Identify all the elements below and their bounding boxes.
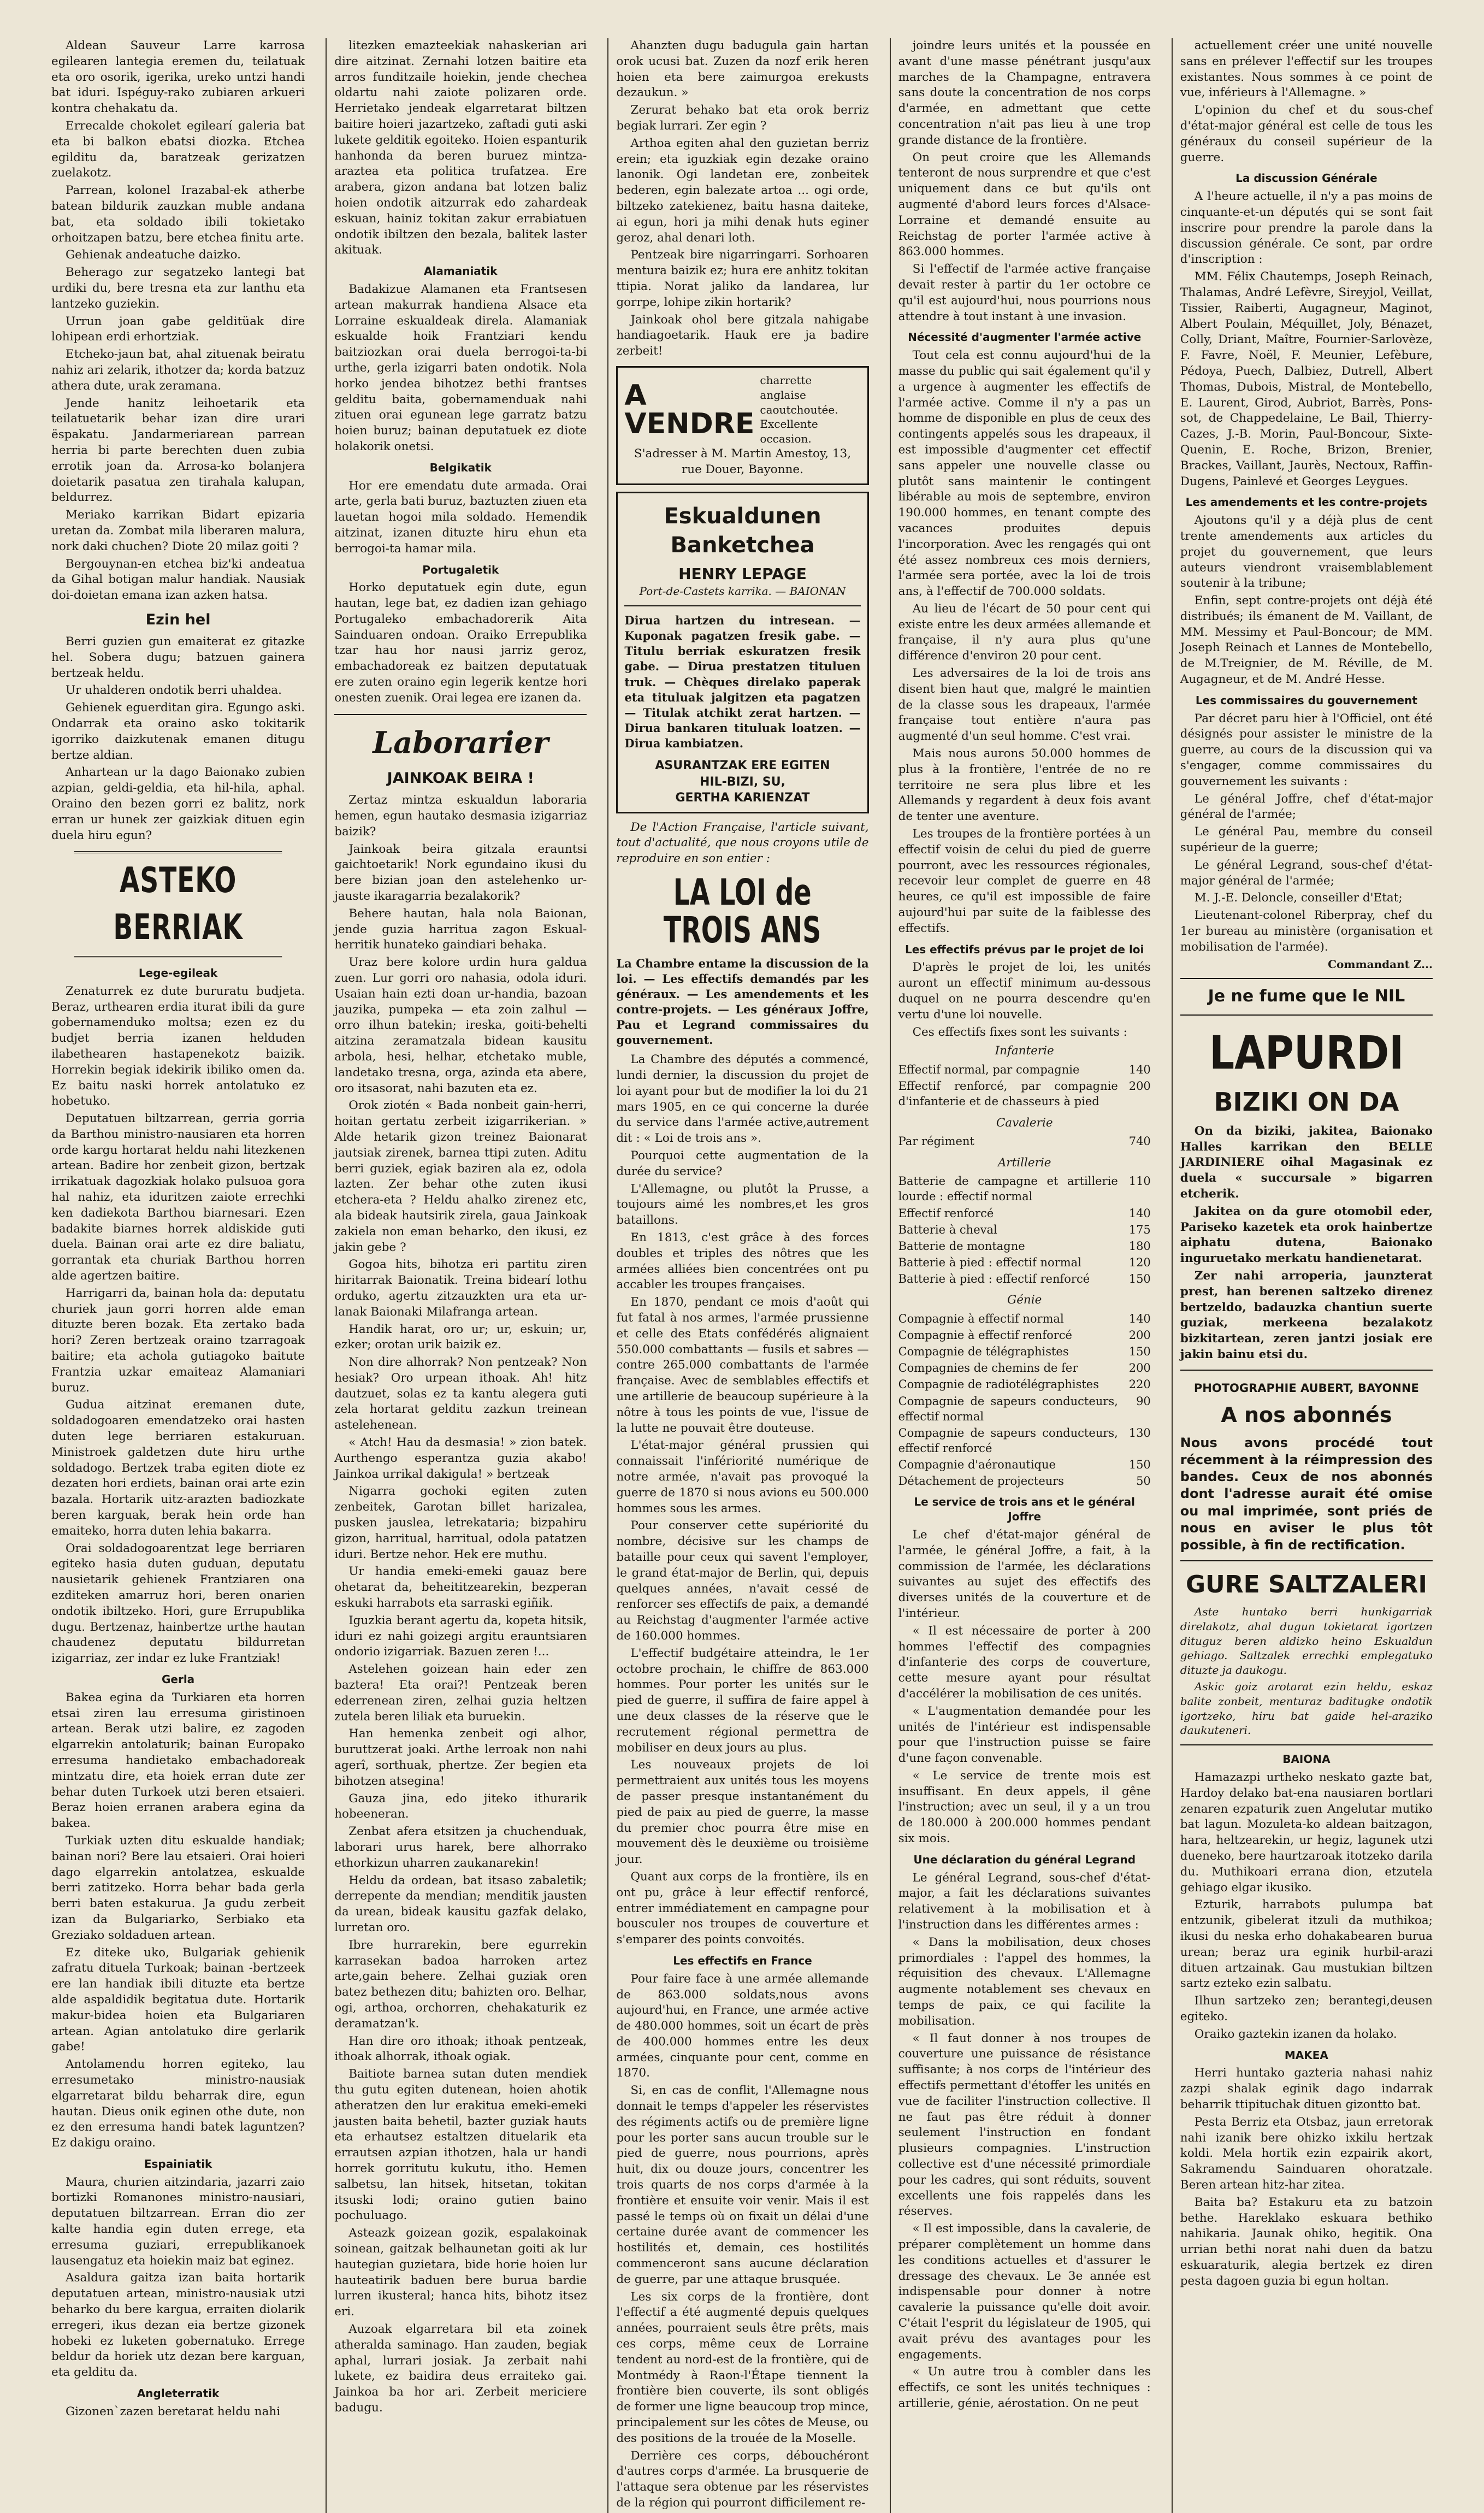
table-cell-label: Compagnie d'aéronautique <box>898 1458 1056 1472</box>
legrand-paragraph: Le général Legrand, sous-chef d'état-major, a fait les déclarations suivantes relativement à la mobilisation et à l'instruction dans les différentes armes : <box>898 1871 1151 1932</box>
table-cell-label: Batterie à pied : effectif renforcé <box>898 1272 1090 1286</box>
lapurdi-heading: LAPURDI <box>1209 1025 1404 1079</box>
baiona-paragraph: Ilhun sartzeko zen; berantegi,deusen egiteko. <box>1180 1994 1433 2024</box>
amendements-paragraph: Ajoutons qu'il y a déjà plus de cent trente amendements aux articles du projet du gouvernement, que leurs auteurs viendront vraisemblablement soutenir à la tribune; <box>1180 514 1433 591</box>
necessite-paragraph: Les troupes de la frontière portées à un effectif voisin de celui du pied de guerre pourront, avec les ressources régionales, recevoir leur complet de guerre en 48 heures, ce qu'il est impossible de faire aujourd'hui par suite de la faiblesse des effectifs. <box>898 827 1151 935</box>
necessite-paragraph: Tout cela est connu aujourd'hui de la masse du public qui sait également qu'il y a urgence à augmenter les effectifs de l'armée active. Comme il n'y a pas un homme de disponible en plus de ceux des contingents appelés sous les drapeaux, il est impossible d'augmenter cet effectif sans appeler une nouvelle classe ou plutôt sans maintenir le contingent libérable au mois de septembre, environ 190.000 hommes, en tenant compte des vacances produites depuis l'incorporation. Avec les rengagés qui ont été assez nombreux ces mois derniers, l'armée sera portée, avec la loi de trois ans, à l'effectif de 700.000 soldats. <box>898 349 1151 599</box>
bank-services: Dirua hartzen du intresean. — Kuponak pagatzen fresik gabe. — Titulu berriak eskuratzen fresik gabe. — Dirua prestatzen tituluen truk. — Chèques direlako paperak eta tituluak jalgitzen eta pagatzen — Titulak atchikt zerat hartzen. — Dirua bankaren tituluak loatzen. — Dirua kambiatzen. <box>624 613 861 751</box>
legrand-paragraph: « Un autre trou à combler dans les effectifs, ce sont les unités techniques : artillerie, génie, aérostation. On ne peut <box>898 2365 1151 2410</box>
table-cell-label: Batterie à cheval <box>898 1223 997 1236</box>
necessite-paragraph: Les adversaires de la loi de trois ans disent bien haut que, malgré le maintien de la classe sous les drapeaux, l'armée française tout entière n'aura pas augmenté d'un seul homme. C'est vrai. <box>898 666 1151 744</box>
table-row <box>898 1061 1151 1078</box>
article-paragraph: Jende hanitz leihoetarik eta teilatuetarik behar izan dire urari ëspakatu. Jandarmeriarean parrean herria bi parte berechten duen zubia errotik joan da. Arrosa-ko bolanjera doietarik pasatua zen tirahala kalupan, beldurrez. <box>51 396 305 505</box>
table-row <box>898 1311 1151 1327</box>
a-vendre-item: charrette anglaise caoutchoutée. Excellente occasion. <box>760 373 838 446</box>
article-paragraph: Meriako karrikan Bidart epizaria uretan da. Zombat mila liberaren malura, nork daki chuchen? Diote 20 milaz goiti ? <box>51 508 305 553</box>
baiona-paragraph: Oraiko gaztekin izanen da holako. <box>1194 2027 1397 2041</box>
table-cell-label: Compagnie de sapeurs conducteurs, effectif renforcé <box>898 1426 1118 1455</box>
baiona-paragraph: Ezturik, harrabots pulumpa bat entzunik, gibelerat itzuli da muthikoa; ikusi du neska erho dohakabearen burua urean; beraz ura eginik hurbil-arazi dituen artzainak. Gau mustukian biltzen sartz ezteko ezin salbatu. <box>1180 1898 1433 1991</box>
table-cell-value: 740 <box>1128 1135 1151 1148</box>
effectifs-table-group <box>898 1061 1151 1110</box>
lapurdi-paragraph: On da biziki, jakitea, Baionako Halles karrikan den BELLE JARDINIERE oihal Magasinak ez duela « succursale » bigarren etcherik. <box>1180 1124 1433 1201</box>
effectifs-prevus-paragraph: Ces effectifs fixes sont les suivants : <box>912 1025 1127 1039</box>
loi-paragraph: Les nouveaux projets de loi permettraient aux unités tous les moyens de passer presque instantanément du pied de paix au pied de guerre, la masse du premier choc pourra être mise en mouvement dès le deuxième ou troisième jour. <box>616 1758 869 1867</box>
jainkoak-paragraph: Handik harat, oro ur; ur, eskuin; ur, ezker; orotan urik baizik ez. <box>334 1322 587 1352</box>
jainkoak-paragraph: Ur handia emeki-emeki gauaz bere ohetarat da, beheititzearekin, bezperan eskuki harrabots eta sarraski egiñik. <box>334 1565 587 1611</box>
table-cell-label: Batterie à pied : effectif normal <box>898 1255 1081 1269</box>
legrand-heading: Une déclaration du général Legrand <box>913 1853 1136 1866</box>
lege-egileak-paragraph: Deputatuen biltzarrean, gerria gorria da Barthou ministro-nausiaren eta horren orde kargu hortarat heldu nahi litezkenen artean. Badire hor zenbeit gizon, bertzak irrikatuak dagozkiak holako pulsuoa gora hal nahiz, eta iduritzen zaiote errechki ken dadiekota Barthou biarnesari. Ezen badakite biarnes horrek aldiskide guti duela. Bainan orai arte ez dire baliatu, gorrantak eta churiak Barthou horren alde agertzen baitire. <box>51 1112 305 1283</box>
table-row <box>898 1425 1151 1456</box>
column-2 <box>326 38 594 2513</box>
nil-ad: Je ne fume que le NIL <box>1208 987 1405 1006</box>
table-cell-value: 90 <box>1136 1394 1151 1408</box>
lege-egileak-paragraph: Zenaturrek ez dute bururatu budjeta. Beraz, urthearen erdia iturat ibili da gure gobernamenduko moltsa; ezen ez du budjet berria izanen helduden ilabethearen hastapenekotz baizik. Horrekin begiak idekirik ibiliko omen da. Ez baitu naski horrek antolatuko ez hobetuko. <box>51 984 305 1108</box>
loi-paragraph: Pour conserver cette supériorité du nombre, décisive sur les champs de bataille pour ceux qui savent l'employer, le grand état-major de Berlin, qui, depuis quelques années, n'avait cessé de renforcer ses effectifs de paix, a demandé au Reichstag d'augmenter l'armée active de 160.000 hommes. <box>616 1519 869 1643</box>
service-paragraph: Le chef d'état-major général de l'armée, le général Joffre, a fait, à la commission de l'armée, les déclarations suivantes au sujet des effectifs des diverses unités de la couverture et de l'intérieur. <box>898 1527 1151 1620</box>
bank-insurance: ASURANTZAK ERE EGITEN HIL-BIZI, SU, GERTHA KARIENZAT <box>655 759 830 805</box>
service-paragraph: « Il est nécessaire de porter à 200 hommes l'effectif des compagnies d'infanterie des corps de couverture, cette mesure ayant pour résultat d'accélérer la mobilisation de ces unités. <box>898 1624 1151 1701</box>
table-row <box>898 1376 1151 1393</box>
service-paragraph: « Le service de trente mois est insuffisant. En deux appels, il gêne l'instruction; avec un seul, il y a un trou de 180.000 à 200.000 hommes pendant six mois. <box>898 1768 1151 1846</box>
jainkoak-paragraph: Orok ziotén « Bada nonbeit gain-herri, hoitan gertatu zerbeit izigarrikerian. » Alde hetarik gizon treinez Baionarat jautsiak zirenek, barnea ttipi zuten. Aditu berri guziek, egiak baziren ala ez, odola lazten. Zer behar othe zuten ikusi etchera-eta ? Heldu ahalko zirenez etc, ala bideak hautsirik zirela, gaua Jainkoak zakiela non eman beharko, den ikusi, ez jakin gebe ? <box>334 1099 587 1254</box>
legrand-paragraph: « Dans la mobilisation, deux choses primordiales : l'appel des hommes, la réquisition des chevaux. L'Allemagne augmente notablement ses chevaux en temps de paix, ce qui facilite la mobilisation. <box>898 1935 1151 2028</box>
table-row <box>898 1205 1151 1222</box>
biziki-on-da-heading: BIZIKI ON DA <box>1214 1087 1399 1117</box>
necessite-heading: Nécessité d'augmenter l'armée active <box>908 331 1142 344</box>
angleterratik-heading: Angleterratik <box>137 2387 220 2400</box>
effectifs-france-heading: Les effectifs en France <box>673 1954 812 1967</box>
effectifs-table-group <box>898 1311 1151 1489</box>
discussion-paragraph: MM. Félix Chautemps, Joseph Reinach, Thalamas, André Lefèvre, Sireyjol, Veillat, Tissier, Raiberti, Augagneur, Maginot, Albert Poulain, Méquillet, Joly, Bénazet, Colly, Driant, Maître, Fournier-Sarlovèze, F. Favre, Noël, F. Meunier, Lefèbure, Pédoya, Puech, Dalbiez, Dutrell, Albert Thomas, Dubois, Mistral, de Montebello, E. Laurent, Girod, Aubriot, Barrès, Pons-sot, de Chappedelaine, Le Bail, Thierry-Cazes, J.-B. Morin, Paul-Boncour, Sixte-Quenin, E. Roche, Brizon, Brenier, Brackes, Vaillant, Jaurès, Nectoux, Raffin-Dugens, Painlevé et Georges Leygues. <box>1180 270 1433 488</box>
table-group-heading: Infanterie <box>995 1044 1054 1058</box>
table-cell-value: 200 <box>1128 1329 1151 1342</box>
article-paragraph: Urrun joan gabe gelditüak dire lohipean erdi erhortziak. <box>51 314 305 344</box>
jainkoak-paragraph: Baitiote barnea sutan duten mendiek thu gutu egiten dutenean, hoien ahotik atheratzen den lur erakitua emeki-emeki jausten baita behetil, bazter guziak hauts eta erhautsez estaltzen dituelarik eta errautsen azpian ithotzen, hala ur handi horrek gorritutu kukutu, itho. Hemen salbetsu, lan hitsek, hitsetan, tokitan itsuski lodi; oraino gutien baino pochuluago. <box>334 2067 587 2223</box>
table-cell-value: 50 <box>1136 1474 1151 1488</box>
effectifs-table-group <box>898 1173 1151 1287</box>
table-cell-label: Effectif renforcé <box>898 1206 994 1220</box>
commissaires-paragraph: M. J.-E. Deloncle, conseiller d'Etat; <box>1194 891 1403 905</box>
amendements-heading: Les amendements et les contre-projets <box>1185 495 1428 509</box>
article-paragraph: Gehienak andeatuche daizko. <box>66 248 241 262</box>
service-paragraph: « L'augmentation demandée pour les unités de l'intérieur est indispensable pour que l'instruction puisse se faire d'une façon convenable. <box>898 1704 1151 1766</box>
article-paragraph: litezken emazteekiak nahaskerian ari dire aitzinat. Zernahi lotzen baitire eta arros funditzaile hoiekin, jende chechea oldartu nahi zaiote polizaren orde. Herrietako jendeak elgarretarat biltzen baitire hoieri jazartzeko, zaftadi guti aski lukete gelditik egoiteko. Hoien espanturik hanhonda da beren buruez mintza-araztea eta politica trufatzea. Ere arabera, gizon andana bat lotzen baliz hoien ondotik aitzurrak edo zahardeak eskuan, hainiz tokitan zakur errabiatuen ondotik ibiltzen den bezala, balitek laster akituak. <box>334 39 587 257</box>
portugaletik-heading: Portugaletik <box>422 563 499 576</box>
jainkoak-paragraph: Gogoa hits, bihotza eri partitu ziren hiritarrak Baionatik. Treina bidearí lothu orduko, agertu zitzauzkten ura eta ur-lanak Baionaki Milafranga artean. <box>334 1258 587 1319</box>
jainkoak-paragraph: Zertaz mintza eskualdun laboraria hemen, egun hautako desmasia izigarriaz baizik? <box>334 793 587 839</box>
a-vendre-heading: A VENDRE <box>624 379 755 440</box>
table-cell-value: 140 <box>1128 1206 1151 1220</box>
column-3 <box>607 38 876 2513</box>
bank-address: Port-de-Castets karrika. — BAIONAN <box>639 585 846 598</box>
loi-paragraph: Pourquoi cette augmentation de la durée du service? <box>616 1149 869 1178</box>
alamaniatik-heading: Alamaniatik <box>424 264 498 278</box>
article-paragraph: On peut croire que les Allemands tenteront de nous surprendre et que c'est uniquement dans ce but qu'ils ont augmenté d'abord leurs forces d'Alsace-Lorraine et demandé ensuite au Reichstag de porter l'armée active à 863.000 hommes. <box>898 150 1151 259</box>
necessite-paragraph: Au lieu de l'écart de 50 pour cent qui existe entre les deux armées allemande et française, il n'y aura plus qu'une différence d'environ 20 pour cent. <box>898 601 1151 663</box>
baiona-paragraph: Hamazazpi urtheko neskato gazte bat, Hardoy delako bat-ena nausiaren bortlari zenaren ezpaturik zuen Angelutar mutiko bat lagun. Mozuleta-ko aldean baitzagon, hara, heltzearekin, ur hegiz, lagunek utzi dueneko, bere haurtzaroak itotzeko darila du. Muthikoari errana dion, etzutela gehiago elgar ikusiko. <box>1180 1771 1433 1895</box>
makea-paragraph: Baita ba? Estakuru eta zu batzoin bethe. Hareklako eskuara bethiko nahikaria. Jaunak ohiko, hegitik. Ona urrian bethi norat nahi duen da batzu eskuaraturik, alegia bertzek ez diren pesta dagoen guzia bi egun holtan. <box>1180 2195 1433 2288</box>
service-joffre-heading: Le service de trois ans et le général Joffre <box>914 1495 1135 1524</box>
table-cell-label: Compagnie de télégraphistes <box>898 1345 1069 1359</box>
a-vendre-address: S'adresser à M. Martin Amestoy, 13, rue Douer, Bayonne. <box>634 446 852 476</box>
commissaires-heading: Les commissaires du gouvernement <box>1195 693 1417 707</box>
jainkoak-beira-heading: JAINKOAK BEIRA ! <box>387 770 534 787</box>
jainkoak-paragraph: Auzoak elgarretara bil eta zoinek atheralda saminago. Han zauden, begiak aphal, lurrari josiak. Ja zerbait nahi lukete, ez baidira deus erraiteko gai. Jainkoa ba hor ari. Zerbeit mericiere badugu. <box>334 2322 587 2415</box>
lege-egileak-paragraph: Harrigarri da, bainan hola da: deputatu churiek jaun gorri horren alde eman dituzte beren bozak. Eta zertako bada hori? Zeren bertzeak oraino tzarragoak baitire; eta achola gutiagoko baitute Frantzia uzkar emaiteaz Alamaniari buruz. <box>51 1286 305 1395</box>
article-paragraph: L'opinion du chef et du sous-chef d'état-major général est celle de tous les généraux du conseil supérieur de la guerre. <box>1180 103 1433 164</box>
a-vendre-ad <box>616 366 868 485</box>
loi-intro: De l'Action Française, l'article suivant, tout d'actualité, que nous croyons utile de reproduire en son entier : <box>616 820 869 866</box>
article-paragraph: Zerurat behako bat eta orok berriz begiak lurrari. Zer egin ? <box>616 103 869 133</box>
article-paragraph: Jainkoak ohol bere gitzala nahigabe handiagoetarik. Hauk ere ja badire zerbeit! <box>616 312 869 358</box>
signature: Commandant Z... <box>1328 957 1433 971</box>
bank-ad <box>616 492 868 813</box>
commissaires-paragraph: Par décret paru hier à l'Officiel, ont été désignés pour assister le ministre de la guerre, au cours de la discussion qui va s'engager, comme commissaires du gouvernement les suivants : <box>1180 711 1433 788</box>
jainkoak-paragraph: Nigarra gochoki egiten zuten zenbeitek, Garotan billet harizalea, pusken jauslea, letrekataria; bizpahiru gizon, harritual, harritual, odola patatzen iduri. Bertze nehor. Hek ere muthu. <box>334 1484 587 1561</box>
baiona-heading: BAIONA <box>1282 1753 1331 1766</box>
column-5 <box>1172 38 1440 2513</box>
column-1 <box>44 38 312 2513</box>
jainkoak-paragraph: Heldu da ordean, bat itsaso zabaletik; derrepente da mendian; menditik jausten da urean, bideak kausitu gazfak delako, lurretan oro. <box>334 1873 587 1934</box>
amendements-paragraph: Enfin, sept contre-projets ont déjà été distribués; ils émanent de M. Vaillant, de MM. Messimy et Paul-Boncour; de MM. Joseph Reinach et Lannes de Montebello, de M.Treignier, de M. Réville, de M. Augagneur, et de M. André Hesse. <box>1180 594 1433 687</box>
effectifs-france-paragraph: Pour faire face à une armée allemande de 863.000 soldats,nous avons aujourd'hui, en France, une armée active de 480.000 hommes, soit un écart de près de 400.000 hommes entre les deux armées, cinquante pour cent, comme en 1870. <box>616 1972 869 2080</box>
table-cell-label: Compagnie de radiotélégraphistes <box>898 1378 1099 1391</box>
table-cell-value: 220 <box>1128 1378 1151 1391</box>
table-cell-value: 140 <box>1128 1063 1151 1077</box>
loi-trois-ans-title: LA LOI de TROIS ANS <box>664 871 821 952</box>
jainkoak-paragraph: Jainkoak beira gitzala erauntsi gaichtoetarik! Nork egundaino ikusi du bere bizian joan den astelehenko ur-jauste ikaragarria bezalakorik? <box>334 842 587 903</box>
jainkoak-paragraph: Asteazk goizean gozik, espalakoinak soinean, gaitzak belhaunetan goiti ak lur hautegian guzietara, bide horie hoien lur hauteatirik baduen bere burua bardie lurren ikusteral; hanca hits, bihotz itsez eri. <box>334 2226 587 2319</box>
necessite-paragraph: Mais nous aurons 50.000 hommes de plus à la frontière, l'entrée de no re territoire ne sera plus libre et les Allemands y regardent à deux fois avant de tenter une aventure. <box>898 747 1151 824</box>
gure-saltzaleri-text: Aste huntako berri hunkigarriak direlakotz, ahal dugun tokietarat igortzen dituguz beren aldizko heino Eskualdun gehiago. Saltzalek errechki emplegatuko dituzte ja daukogu. <box>1180 1605 1433 1677</box>
loi-paragraph: L'effectif budgétaire atteindra, le 1er octobre prochain, le chiffre de 863.000 hommes. Pour porter les unités sur le pied de guerre, il suffira de faire appel à une deux classes de la réserve que le recrutement régional permettra de mobiliser en deux jours au plus. <box>616 1646 869 1755</box>
table-cell-value: 140 <box>1128 1312 1151 1325</box>
lapurdi-paragraph: Zer nahi arroperia, jaunzterat prest, han berenen saltzeko direnez bertzeldo, badauzka chantiun suerte guziak, merkeena bezalakotz bizkitartean, zeren jantzi josiak ere jakin bainu etsi du. <box>1180 1269 1433 1361</box>
table-cell-label: Batterie de campagne et artillerie lourde : effectif normal <box>898 1175 1118 1204</box>
article-paragraph: Beherago zur segatzeko lantegi bat urdiki du, bere tresna eta zur lanthu eta lantzeko guziekin. <box>51 266 305 311</box>
espainia-paragraph: Maura, churien aitzindaria, jazarri zaio bortizki Romanones ministro-nausiari, deputatuen biltzarrean. Erran dio zer kalte handia egin duten errege, eta erresuma guziari, errepublikanoek lausengatuz eta hoiekin maiz bat eginez. <box>51 2175 305 2268</box>
commissaires-paragraph: Le général Pau, membre du conseil supérieur de la guerre; <box>1180 825 1433 855</box>
table-cell-value: 200 <box>1128 1079 1151 1093</box>
belgika-paragraph: Hor ere emendatu dute armada. Orai arte, gerla bati buruz, baztuzten ziuen eta lauetan hogoi mila soldado. Hemendik aitzinat, izanen dituzte hiru ehun eta berrogoi-ta hamar mila. <box>334 479 587 556</box>
table-cell-label: Compagnies de chemins de fer <box>898 1361 1078 1375</box>
belgikatik-heading: Belgikatik <box>429 461 492 474</box>
jainkoak-paragraph: Zenbat afera etsitzen ja chuchenduak, laborari urus harek, bere alhorrako ethorkizun uharren zaukanarekin! <box>334 1825 587 1870</box>
effectifs-france-paragraph: Derrière ces corps, débouchéront d'autres corps d'armée. La brusquerie de l'attaque sera obtenue par les réservistes de la région qui pourront difficilement re- <box>616 2449 869 2510</box>
makea-heading: MAKEA <box>1284 2048 1328 2062</box>
jainkoak-paragraph: Han dire oro ithoak; ithoak pentzeak, ithoak alhorrak, ithoak ogiak. <box>334 2034 587 2064</box>
table-row <box>898 1456 1151 1473</box>
table-cell-value: 175 <box>1128 1223 1151 1236</box>
jainkoak-paragraph: « Atch! Hau da desmasia! » zion batek. Aurthengo esperantza guzia akabo! Jainkoa urrikal dakigula! » bertzeak <box>334 1436 587 1481</box>
article-paragraph: Bergouynan-en etchea biz'ki andeatua da Gihal botigan malur handiak. Nausiak doi-doietan emana izan azken hatsa. <box>51 557 305 603</box>
loi-paragraph: L'Allemagne, ou plutôt la Prusse, a toujours aimé les nombres,et les gros bataillons. <box>616 1182 869 1228</box>
table-cell-value: 150 <box>1128 1272 1151 1286</box>
portugal-paragraph: Horko deputatuek egin dute, egun hautan, lege bat, ez dadien izan gehiago Portugaleko embachadorerik Aita Sainduaren ondoan. Oraiko Errepublika tzar hau hor nausi jarriz geroz, embachadoreak ez baitzen deputatuak ere zuten oraino egin legerik kentze hori onesten zuenik. Orai legea ere izanen da. <box>334 581 587 705</box>
jainkoak-paragraph: Astelehen goizean hain eder zen baztera! Eta orai?! Pentzeak beren ederrenean ziren, zelhai guzia heltzen zutela beren liliak eta buruekin. <box>334 1662 587 1724</box>
table-cell-label: Compagnie à effectif normal <box>898 1312 1064 1325</box>
alamania-paragraph: Badakizue Alamanen eta Frantsesen artean makurrak handiena Alsace eta Lorraine eskualdeak direla. Alamaniak eskualde hoik Frantziari kendu baitziozkan orai duela berrogoi-ta-bi urthe, gerla izigarri baten ondotik. Nola horko jendea bihotzez bethi frantses gelditu baita, gobernamenduak nahi zituen orai egunean lege garratz batzu hoien buruz; bainan deputatuek ez diote holakorik onetsi. <box>334 282 587 453</box>
table-cell-label: Compagnie à effectif renforcé <box>898 1329 1072 1342</box>
table-cell-label: Effectif normal, par compagnie <box>898 1063 1080 1077</box>
commissaires-paragraph: Lieutenant-colonel Riberpray, chef du 1er bureau au ministère (organisation et mobilisation de l'armée). <box>1180 909 1433 954</box>
table-cell-label: Compagnie de sapeurs conducteurs, effectif normal <box>898 1394 1118 1423</box>
gerla-paragraph: Turkiak uzten ditu eskualde handiak; bainan nori? Bere lau etsaieri. Orai hoieri dago elgarrekin antolatzea, eskualde berri zatitzeko. Horra behar bada gerla berri baten estakurua. Ja gudu zerbeit izan da Bulgariarko, Serbiako eta Greziako soldaduen artean. <box>51 1833 305 1942</box>
gure-saltzaleri-text-2: Askic goiz arotarat ezin heldu, eskaz balite zonbeit, menturaz baditugke ondotik igortzeko, hiru bat gaide hel-araziko daukuteneri. <box>1180 1680 1433 1737</box>
loi-paragraph: En 1813, c'est grâce à des forces doubles et triples des nôtres que les armées alliées bien concentrées ont pu accabler les troupes françaises. <box>616 1231 869 1292</box>
article-paragraph: actuellement créer une unité nouvelle sans en prélever l'effectif sur les troupes existantes. Nous sommes à ce point de vue, inférieurs à l'Allemagne. » <box>1180 39 1433 100</box>
table-group-heading: Artillerie <box>997 1155 1051 1170</box>
article-paragraph: Arthoa egiten ahal den guzietan berriz erein; eta iguzkiak egin dezake oraino lanonik. Ogi landetan ere, zonbeitek bederen, egin balezate artoa ... ogi orde, biltzeko zatekienez, baitu hasna daiteke, ai egun, hori ja mihi denak huts eginer geroz, ahal denari loth. <box>616 136 869 245</box>
table-row <box>898 1133 1151 1149</box>
espainiatik-heading: Espainiatik <box>144 2157 212 2170</box>
lege-egileak-paragraph: Gudua aitzinat eremanen dute, soldadogoaren emendatzeko orai hasten duten lege berriaren estakuruan. Ministroek galdetzen dute hiru urthe soldadogo. Bertzek traba egiten diote ez dezaten hori erdiets, bainan orai arte ezin bazala. Hortarik uitz-arazten badiozkate beren karguak, berak hein orde han emaiteko, horra duten lehia bakarra. <box>51 1398 305 1538</box>
article-paragraph: Etcheko-jaun bat, ahal zituenak beiratu nahiz ari zelarik, ithotzer da; korda batzuz athera dute, urak zeramana. <box>51 347 305 393</box>
article-paragraph: Errecalde chokolet egilearí galeria bat eta bi balkon ebatsi diozka. Etchea egilditu da, baratzeak gerizatzen zuelakotz. <box>51 119 305 180</box>
legrand-paragraph: « Il faut donner à nos troupes de couverture une puissance de résistance suffisante; à nos corps de l'intérieur des effectifs permettant d'étoffer les unités en vue de faciliter l'instruction collective. Il ne faut pas être réduit à donner seulement l'instruction en fondant plusieurs compagnies. L'instruction collective est d'une nécessité primordiale pour les cadres, qui sont réduits, souvent excellents une fois rappelés dans les réserves. <box>898 2031 1151 2219</box>
table-row <box>898 1078 1151 1110</box>
table-row <box>898 1327 1151 1343</box>
effectifs-france-paragraph: Si, en cas de conflit, l'Allemagne nous donnait le temps d'appeler les réservistes des régiments actifs ou de première ligne pour les porter sans aucun trouble sur le pied de guerre, nous pourrions, après huit, dix ou douze jours, concentrer les trois quarts de nos corps d'armée à la frontière et ensuite voir venir. Mais il est passé le temps où on fixait un délai d'une certaine durée avant de commencer les hostilités et, demain, ces hostilités commenceront sans aucune déclaration de guerre, par une attaque brusquée. <box>616 2084 869 2286</box>
table-cell-value: 180 <box>1128 1239 1151 1253</box>
commissaires-paragraph: Le général Legrand, sous-chef d'état-major général de l'armée; <box>1180 858 1433 888</box>
table-row <box>898 1222 1151 1238</box>
table-cell-value: 150 <box>1128 1458 1151 1472</box>
jainkoak-paragraph: Behere hautan, hala nola Baionan, jende guzia harritua zagon Eskual-herritik hunateko gaindiari behaka. <box>334 906 587 952</box>
ezin-hel-paragraph: Anhartean ur la dago Baionako zubien azpian, geldi-geldia, eta hil-hila, aphal. Oraino den bezen gorri ez balitz, nork erran ur hunek zer gaizkiak dituen egin duela hiru egun? <box>51 765 305 842</box>
lapurdi-paragraph: Jakitea on da gure otomobil eder, Pariseko kazetek eta orok hainbertze aiphatu dutena, Baionako inguruetako merkatu handienetarat. <box>1180 1204 1433 1266</box>
table-row <box>898 1254 1151 1271</box>
column-4 <box>890 38 1158 2513</box>
lege-egileak-paragraph: Orai soldadogoarentzat lege berriaren egiteko hasia duten guduan, deputatu nausietarik gehienek Frantziaren ona ezditeken amarruz hori, beren onarien ondotik ibiltzeko. Hori, gure Errupublika dugu. Bertzenaz, hainbertze urthe hautan chaudenez deputatu bildurretan izigarriaz, zer indar ez luke Frantziak! <box>51 1541 305 1666</box>
bank-title: Eskualdunen Banketchea <box>664 503 821 558</box>
loi-paragraph: L'état-major général prussien qui connaissait l'infériorité numérique de notre armée, n'avait pas provoqué la guerre de 1870 si nous avions eu 500.000 hommes sous les armes. <box>616 1438 869 1515</box>
table-cell-label: Batterie de montagne <box>898 1239 1025 1253</box>
discussion-paragraph: A l'heure actuelle, il n'y a pas moins de cinquante-et-un députés qui se sont fait inscrire pour prendre la parole dans la discussion générale. Ce sont, par ordre d'inscription : <box>1180 190 1433 267</box>
ezin-hel-heading: Ezin hel <box>145 611 211 628</box>
effectifs-table-group <box>898 1133 1151 1149</box>
ezin-hel-paragraph: Ur uhalderen ondotik berri uhaldea. <box>66 683 282 698</box>
jainkoak-paragraph: Iguzkia berant agertu da, kopeta hitsik, iduri ez nahi goizegi argitu erauntsiaren ondorio izigarriak. Bazuen zeren !... <box>334 1613 587 1659</box>
article-paragraph: Parrean, kolonel Irazabal-ek atherbe batean bildurik zauzkan muble andana bat, eta soldado ibili tokietako orhoitzapen batzu, bere etchea finitu arte. <box>51 184 305 245</box>
photographie-aubert: PHOTOGRAPHIE AUBERT, BAYONNE <box>1193 1381 1419 1395</box>
table-row <box>898 1473 1151 1489</box>
table-cell-label: Effectif renforcé, par compagnie d'infanterie et de chasseurs à pied <box>898 1079 1118 1108</box>
legrand-paragraph: « Il est impossible, dans la cavalerie, de préparer complètement un homme dans les conditions actuelles et d'assurer le dressage des chevaux. Le 3e année est indispensable pour donner à notre cavalerie la puissance qu'elle doit avoir. C'était l'esprit du législateur de 1905, qui avait prévu des avantages pour les engagements. <box>898 2222 1151 2362</box>
commissaires-paragraph: Le général Joffre, chef d'état-major général de l'armée; <box>1180 792 1433 822</box>
discussion-generale-heading: La discussion Générale <box>1235 172 1377 185</box>
article-paragraph: Ahanzten dugu badugula gain hartan orok ucusi bat. Zuzen da nozf erik heren hoien eta bere zaimurgoa erekusts dezaukun. » <box>616 39 869 100</box>
newspaper-page <box>44 38 1440 2510</box>
ezin-hel-paragraph: Gehienek eguerditan gira. Egungo aski. Ondarrak eta oraino asko tokitarik igorriko daizkutenak emanen ditugu bertze aldian. <box>51 701 305 762</box>
effectifs-france-paragraph: Les six corps de la frontière, dont l'effectif a été augmenté depuis quelques années, pourraient seuls être prêts, mais ces corps, même ceux de Lorraine tendent au nord-est de la frontière, qui de Montmédy à Raon-l'Étape tiennent la frontière bien couverte, ils sont obligés de former une ligne beaucoup trop mince, principalement sur les côtes de Meuse, ou des positions de la trouée de la Moselle. <box>616 2290 869 2445</box>
abonnes-heading: A nos abonnés <box>1221 1402 1392 1427</box>
article-paragraph: Si l'effectif de l'armée active française devait rester à partir du 1er octobre ce qu'il est aujourd'hui, nous pourrions nous attendre à tout instant à une invasion. <box>898 262 1151 323</box>
article-paragraph: Aldean Sauveur Larre karrosa egilearen lantegia eremen du, teilatuak eta oro osorik, igerika, ureko untzi handi bat iduri. Ispéguy-rako zubiaren arkueri kontra chehakatu da. <box>51 39 305 116</box>
table-cell-value: 120 <box>1128 1255 1151 1269</box>
effectifs-prevus-heading: Les effectifs prévus par le projet de loi <box>904 942 1144 956</box>
makea-paragraph: Pesta Berriz eta Otsbaz, jaun erretorak nahi izanik bere ohizko ixkilu hertzak koldi. Mela hortik ezin ezpairik akort, Sakramendu Sainduaren ohoratzale. Beren artean hitz-har zitea. <box>1180 2115 1433 2192</box>
article-paragraph: joindre leurs unités et la poussée en avant d'une masse pénétrant jusqu'aux marches de la Champagne, entravera sans doute la concentration de nos corps d'armée, en admettant que cette concentration n'ait pas lieu à une trop grande distance de la frontière. <box>898 39 1151 147</box>
table-row <box>898 1343 1151 1360</box>
asteko-berriak-banner: ASTEKO BERRIAK <box>74 851 282 958</box>
jainkoak-paragraph: Gauza jina, edo jiteko ithurarik hobeeneran. <box>334 1791 587 1821</box>
article-paragraph: Pentzeak bire nigarringarri. Sorhoaren mentura baizik ez; hura ere anhitz tokitan ttipia. Norat jaliko da landarea, lur gorrpe, lohipe zikin hortarik? <box>616 248 869 309</box>
table-row <box>898 1271 1151 1287</box>
gerla-paragraph: Bakea egina da Turkiaren eta horren etsai ziren lau erresuma giristinoen artean. Berak utzi balire, ez zagoden elgarrekin antolaturik; bainan Europako erresuma handietako embachadoreak mintzatu dire, eta hoiek erran dute zer behar duten Turkoek utzi beren etsaieri. Beraz hoien erranen arabera egina da bakea. <box>51 1690 305 1831</box>
abonnes-notice: Nous avons procédé tout récemment à la réimpression des bandes. Ceux de nos abonnés dont l'adresse aurait été omise ou mal imprimée, sont priés de nous en aviser le plus tôt possible, à fin de rectification. <box>1180 1435 1433 1553</box>
loi-paragraph: Quant aux corps de la frontière, ils en ont pu, grâce à leur effectif renforcé, entrer immédiatement en campagne pour bousculer nos troupes de couverture et s'emparer des points convoités. <box>616 1869 869 1947</box>
makea-paragraph: Herri huntako gazteria nahasi nahiz zazpi shalak eginik dago indarrak beharrik ttipituchak dituen gizontto bat. <box>1180 2066 1433 2111</box>
table-cell-label: Détachement de projecteurs <box>898 1474 1065 1488</box>
table-cell-value: 130 <box>1128 1426 1151 1440</box>
lege-egileak-heading: Lege-egileak <box>138 966 218 980</box>
jainkoak-paragraph: Ibre hurrarekin, bere egurrekin karrasekan badoa harroken artez arte,gain behere. Zelhai guziak oren batez bethezen ditu; bahizten oro. Belhar, ogi, arthoa, orchorren, chehakaturik ez deramatzan'k. <box>334 1938 587 2031</box>
gure-saltzaleri-heading: GURE SALTZALERI <box>1185 1571 1427 1599</box>
table-cell-label: Par régiment <box>898 1135 974 1148</box>
table-group-heading: Génie <box>1007 1293 1042 1307</box>
table-row <box>898 1360 1151 1376</box>
loi-paragraph: En 1870, pendant ce mois d'août qui fut fatal à nos armes, l'armée prussienne et celle des Etats confédérés alignaient 550.000 combattants — fusils et sabres — contre 265.000 combattants de l'armée française. Avec de semblables effectifs et une artillerie de beaucoup supérieure à la nôtre à tous les points de vue, l'issue de la lutte ne pouvait être douteuse. <box>616 1295 869 1435</box>
table-cell-value: 110 <box>1128 1175 1151 1188</box>
jainkoak-paragraph: Han hemenka zenbeit ogi alhor, buruttzerat joaki. Arthe lerroak non nahi agerî, sorthuak, phertze. Zer begien eta bihotzen atsegina! <box>334 1727 587 1788</box>
table-row <box>898 1173 1151 1205</box>
jainkoak-paragraph: Non dire alhorrak? Non pentzeak? Non hesiak? Oro urpean ithoak. Ah! hitz dautzuet, solas ez ta kantu alegera guti zela hortarat gelditu zazkun treinean astelehenean. <box>334 1355 587 1432</box>
table-row <box>898 1393 1151 1425</box>
laborarier-heading: Laborarier <box>334 714 587 762</box>
table-cell-value: 150 <box>1128 1345 1151 1359</box>
table-group-heading: Cavalerie <box>996 1116 1053 1130</box>
effectifs-table <box>898 1043 1151 1489</box>
effectifs-prevus-paragraph: D'après le projet de loi, les unités auront un effectif minimum au-dessous duquel on ne pourra descendre qu'en vertu d'une loi nouvelle. <box>898 960 1151 1022</box>
loi-paragraph: La Chambre des députés a commencé, lundi dernier, la discussion du projet de loi ayant pour but de modifier la loi du 21 mars 1905, en ce qui concerne la durée du service dans l'armée active,autrement dit : « Loi de trois ans ». <box>616 1053 869 1146</box>
jainkoak-paragraph: Uraz bere kolore urdin hura galdua zuen. Lur gorri oro nahasia, odola iduri. Usaian hain ezti doan ur-handia, bazoan jauzika, pumpeka — eta zoin zalhul — orro ilhun batekin; ireska, goiti-behelti aitzina zeramatzala bidean kausitu arbola, hesi, helhar, etchetako muble, landetako tresna, orga, azinda eta abere, oro itsasorat, nahi bazuten eta ez. <box>334 955 587 1095</box>
bank-owner: HENRY LEPAGE <box>678 564 807 583</box>
gerla-paragraph: Antolamendu horren egiteko, lau erresumetako ministro-nausiak elgarretarat bildu beharrak dire, egun hautan. Dieus onik eginen othe dute, non ez den erresuma handi batek laguntzen? Ez dakigu oraino. <box>51 2057 305 2150</box>
gerla-heading: Gerla <box>161 1672 195 1686</box>
table-row <box>898 1238 1151 1254</box>
table-cell-value: 200 <box>1128 1361 1151 1375</box>
espainia-paragraph: Asaldura gaitza izan baita hortarik deputatuen artean, ministro-nausiak utzi beharko du bere kargua, erraiten diolarik erregeri, ikus dezan eia bertze gizonek hobeki ez luketen gobernatuko. Errege beldur da horiek utz dezan bere karguan, eta gelditu da. <box>51 2271 305 2380</box>
angleterra-paragraph: Gizonen`zazen beretarat heldu nahi <box>66 2404 281 2418</box>
loi-lead: La Chambre entame la discussion de la loi. — Les effectifs demandés par les généraux. — Les amendements et les contre-projets. — Les généraux Joffre, Pau et Legrand commissaires du gouvernement. <box>616 956 869 1047</box>
gerla-paragraph: Ez diteke uko, Bulgariak gehienik zafratu dituela Turkoak; bainan -bertzeek ere lan handiak ibili dituzte eta bertze alde aspaldidik begitatua dute. Hortarik makur-bidea hoien eta Bulgariaren artean. Agian antolatuko dire gerlarik gabe! <box>51 1945 305 2054</box>
ezin-hel-paragraph: Berri guzien gun emaiterat ez gitazke hel. Sobera dugu; batzuen gainera bertzeak heldu. <box>51 635 305 680</box>
